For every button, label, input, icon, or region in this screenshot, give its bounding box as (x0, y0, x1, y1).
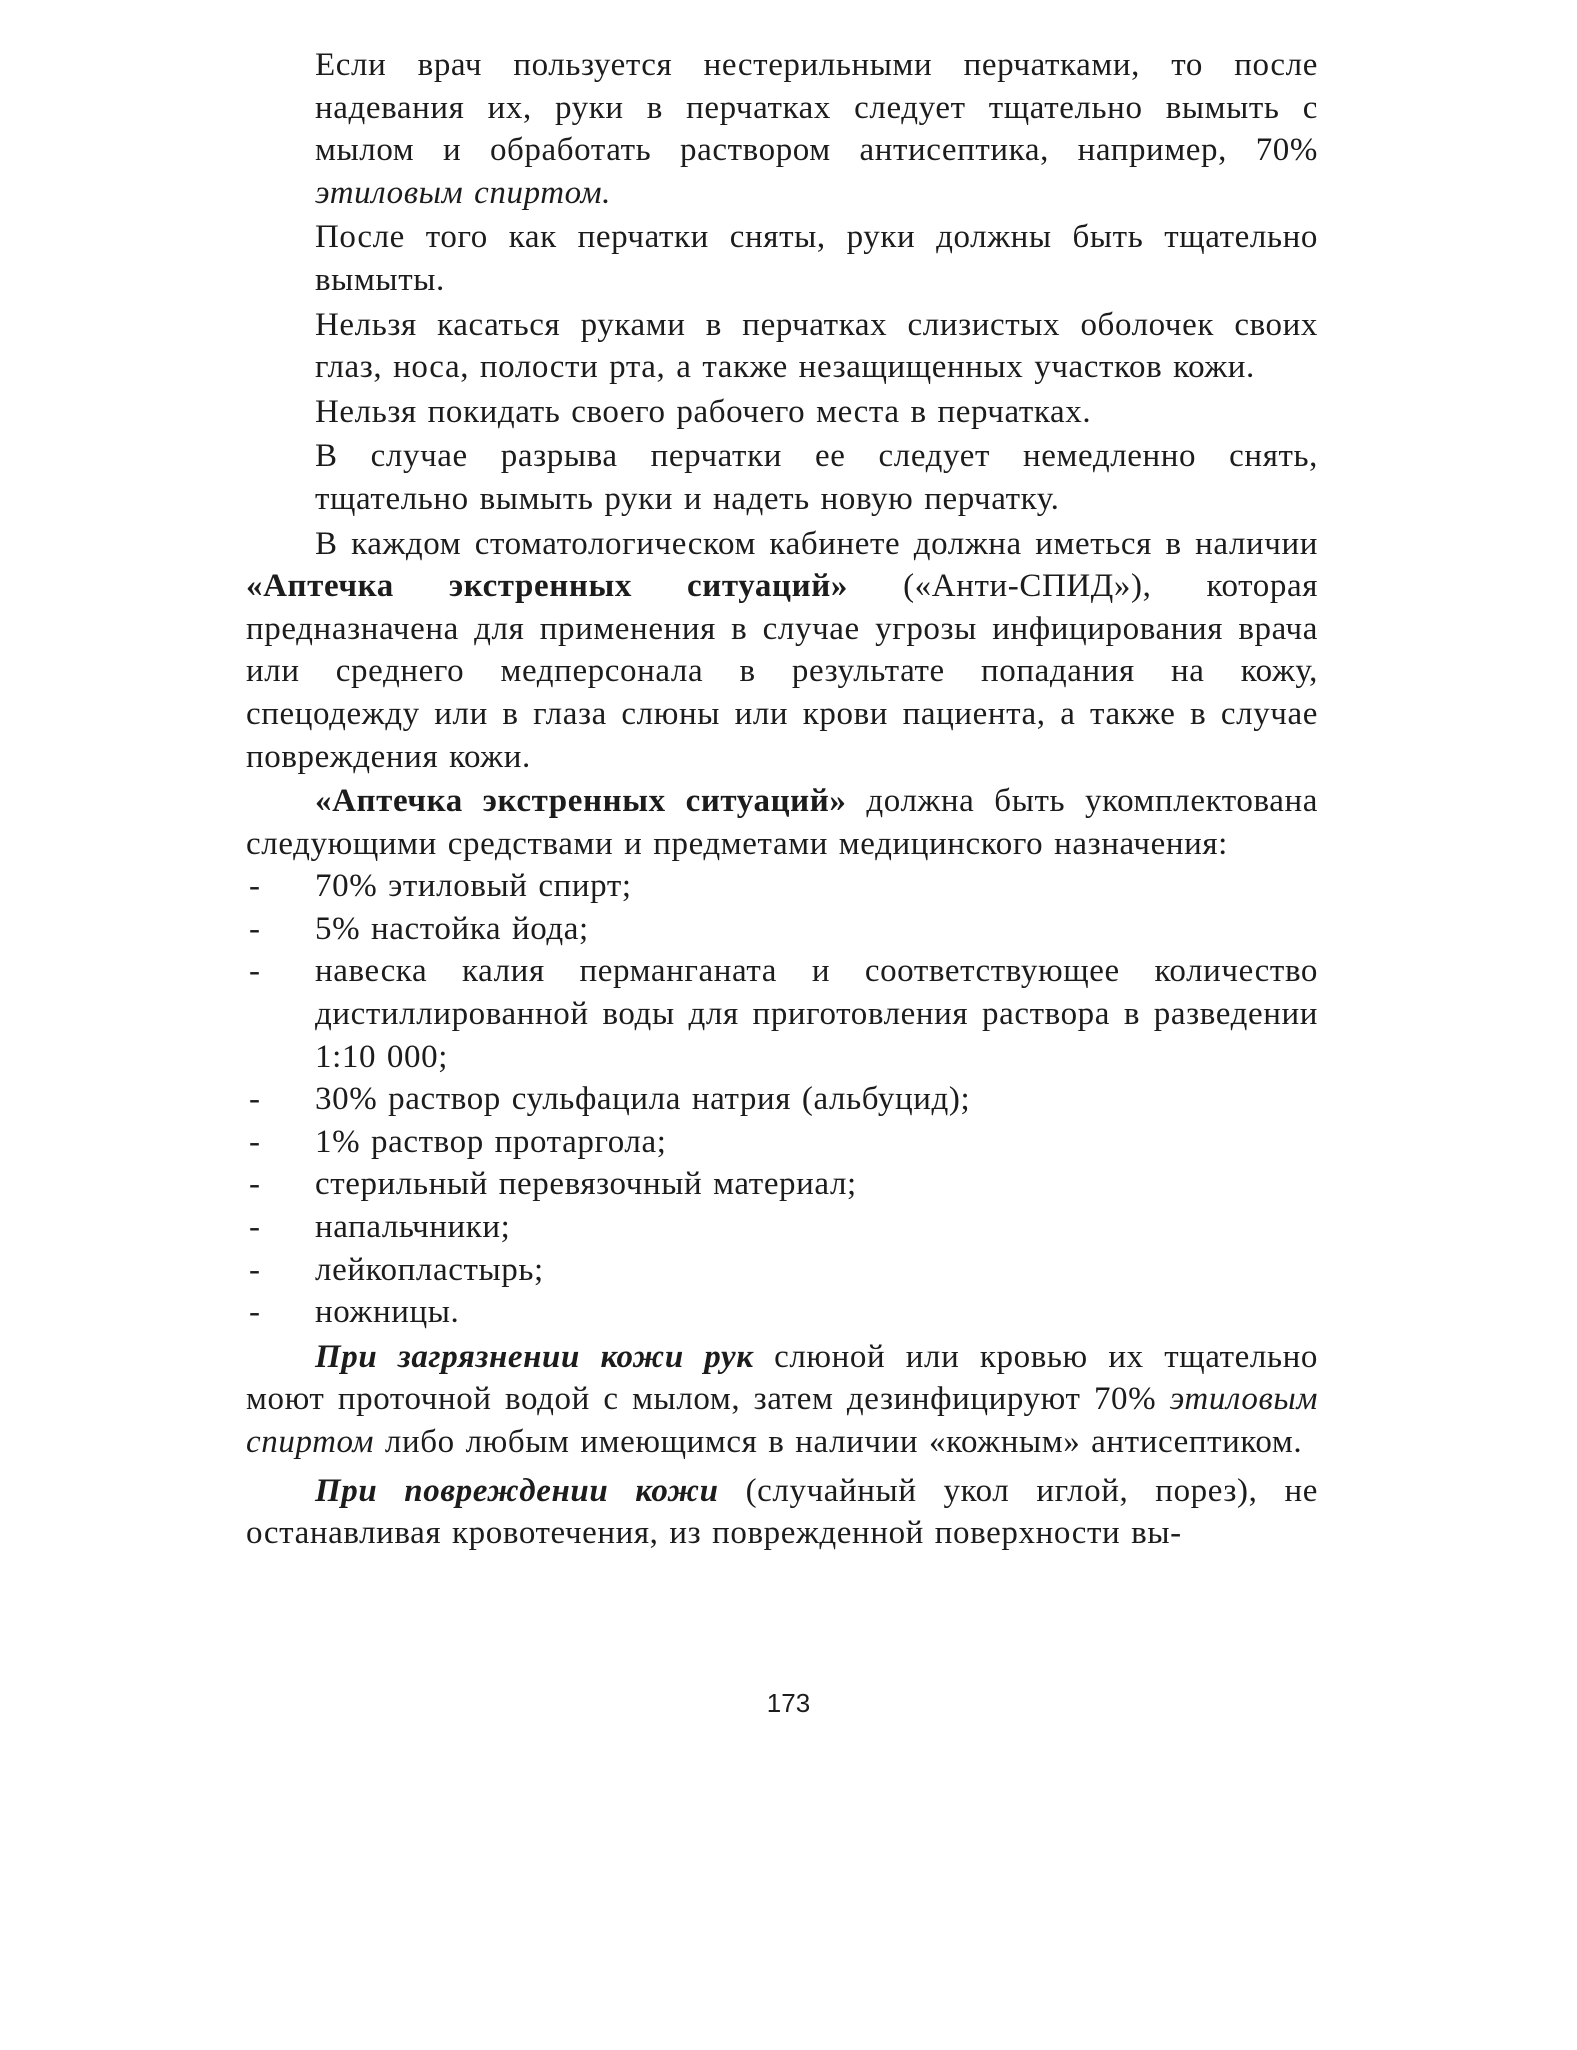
paragraph-nonsterile-gloves (246, 44, 1318, 214)
paragraph-no-touching (246, 304, 1318, 389)
italic-term: этиловым спиртом (246, 1381, 1318, 1460)
list-item-text: 5% настойка йода; (315, 910, 589, 947)
list-marker: - (249, 868, 261, 905)
paragraph-text: либо любым имеющимся в наличии «кожным» антисептиком. (374, 1424, 1303, 1460)
bold-italic-term: При загрязнении кожи рук (315, 1338, 754, 1375)
list-item-text: 70% этиловый спирт; (315, 868, 632, 905)
list-item (246, 865, 1318, 908)
list-item-text: 30% раствор сульфацила натрия (альбуцид); (315, 1081, 971, 1118)
kit-items-list (246, 865, 1318, 1334)
page-number: 173 (766, 1688, 811, 1718)
paragraph-skin-damage (246, 1470, 1318, 1555)
paragraph-skin-contamination (246, 1336, 1318, 1464)
list-item-text: лейкопластырь; (315, 1251, 544, 1288)
list-item-text: стерильный перевязочный материал; (315, 1166, 857, 1203)
list-item (246, 1206, 1318, 1249)
bold-term: «Аптечка экстренных ситуаций» (315, 783, 847, 820)
paragraph-after-gloves-removed (246, 216, 1318, 301)
list-item (246, 1121, 1318, 1164)
paragraph-text: Нельзя покидать своего рабочего места в перчатках. (315, 393, 1092, 430)
list-item (246, 1163, 1318, 1206)
list-marker: - (249, 1251, 261, 1288)
list-marker: - (249, 1081, 261, 1118)
list-marker: - (249, 1294, 261, 1331)
paragraph-text: («Анти-СПИД»), которая предназначена для применения в случае угрозы инфицирования врача или среднего медперсонала в результате попадания на кожу, спецодежду или в глаза слюны или крови пациента, а также в случае повреждения кожи. (246, 568, 1318, 775)
list-item-text: ножницы. (315, 1294, 460, 1331)
paragraph-text: должна быть укомплектована следующими средствами и предметами медицинского назначения: (246, 783, 1318, 862)
paragraph-text: В каждом стоматологическом кабинете должна иметься в наличии (315, 525, 1318, 562)
paragraph-glove-rupture (246, 435, 1318, 520)
paragraph-text: В случае разрыва перчатки ее следует немедленно снять, тщательно вымыть руки и надеть новую перчатку. (315, 438, 1318, 517)
paragraph-kit-contents (246, 780, 1318, 865)
list-item-text: навеска калия перманганата и соответствующее количество дистиллированной воды для приготовления раствора в разведении 1:10 000; (315, 953, 1318, 1075)
bold-term: «Аптечка экстренных ситуаций» (246, 568, 848, 605)
list-item (246, 1078, 1318, 1121)
list-marker: - (249, 953, 261, 990)
list-item (246, 1249, 1318, 1292)
document-page (246, 44, 1318, 1555)
list-marker: - (249, 910, 261, 947)
bold-italic-term: При повреждении кожи (315, 1472, 719, 1509)
list-marker: - (249, 1166, 261, 1203)
italic-term: этиловым спиртом. (315, 174, 612, 211)
paragraph-text: После того как перчатки сняты, руки должны быть тщательно вымыты. (315, 219, 1318, 298)
list-item (246, 950, 1318, 1078)
paragraph-emergency-kit (246, 523, 1318, 779)
list-marker: - (249, 1209, 261, 1246)
paragraph-text: (случайный укол иглой, порез), не останавливая кровотечения, из поврежденной поверхности вы- (246, 1472, 1318, 1552)
list-item-text: 1% раствор протаргола; (315, 1123, 667, 1160)
list-marker: - (249, 1123, 261, 1160)
paragraph-text: слюной или кровью их тщательно моют проточной водой с мылом, затем дезинфицируют 70% (246, 1338, 1318, 1418)
paragraph-text: Если врач пользуется нестерильными перчатками, то после надевания их, руки в перчатках следует тщательно вымыть с мылом и обработать раствором антисептика, например, 70% (315, 47, 1318, 169)
paragraph-text: Нельзя касаться руками в перчатках слизистых оболочек своих глаз, носа, полости рта, а также незащищенных участков кожи. (315, 306, 1318, 386)
list-item (246, 908, 1318, 951)
list-item-text: напальчники; (315, 1209, 511, 1246)
paragraph-no-leaving (246, 391, 1318, 434)
list-item (246, 1291, 1318, 1334)
